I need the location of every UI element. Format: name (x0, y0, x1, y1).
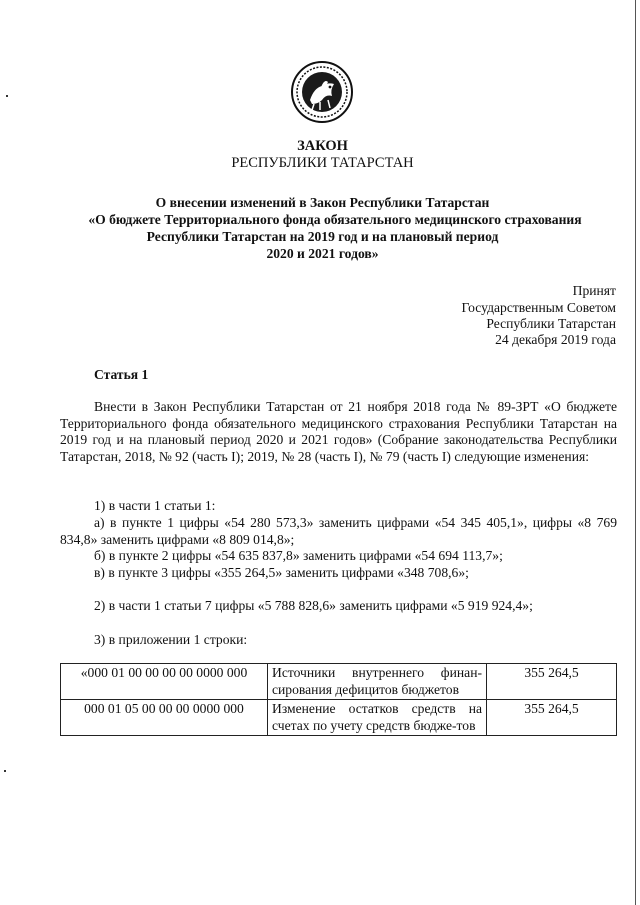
row-code: «000 01 00 00 00 00 0000 000 (61, 664, 268, 700)
article-intro-paragraph: Внести в Закон Республики Татарстан от 21 ноября 2018 года № 89-ЗРТ «О бюджете Территориального фонда обязательного медицинского страхования Республики Татарстан на 2019 год и на плановый период 2020 и 2021 годов» (Собрание законодательства Республики Татарстан, 2018, № 92 (часть I); 2019, № 28 (часть I), № 79 (часть I) следующие изменения: (60, 399, 617, 464)
row-code: 000 01 05 00 00 00 0000 000 (61, 700, 268, 736)
item-1a: а) в пункте 1 цифры «54 280 573,3» заменить цифрами «54 345 405,1», цифры «8 769 834,8» заменить цифрами «8 809 014,8»; (60, 515, 617, 547)
row-name: Источники внутреннего финан-сирования дефицитов бюджетов (268, 664, 487, 700)
adoption-line-1: Принят (572, 283, 616, 298)
row-name: Изменение остатков средств на счетах по учету средств бюдже-тов (268, 700, 487, 736)
item-1c: в) в пункте 3 цифры «355 264,5» заменить цифрами «348 708,6»; (94, 565, 469, 580)
doc-type-heading: ЗАКОН (297, 138, 348, 154)
coat-of-arms-emblem (290, 60, 354, 124)
title-line-4: 2020 и 2021 годов» (266, 246, 379, 261)
budget-rows-table (60, 663, 617, 736)
table-row (61, 664, 617, 700)
article-heading: Статья 1 (94, 367, 149, 382)
row-amount: 355 264,5 (487, 700, 617, 736)
scan-edge-line (635, 0, 636, 905)
issuer-heading: РЕСПУБЛИКИ ТАТАРСТАН (231, 155, 414, 171)
scan-speck (6, 95, 8, 97)
row-amount: 355 264,5 (487, 664, 617, 700)
title-line-3: Республики Татарстан на 2019 год и на плановый период (146, 229, 499, 244)
title-line-2: «О бюджете Территориального фонда обязательного медицинского страхования (88, 212, 582, 227)
title-line-1: О внесении изменений в Закон Республики Татарстан (155, 195, 490, 210)
adoption-line-3: Республики Татарстан (486, 316, 616, 331)
item-2: 2) в части 1 статьи 7 цифры «5 788 828,6» заменить цифрами «5 919 924,4»; (94, 598, 533, 613)
adoption-line-2: Государственным Советом (461, 300, 616, 315)
item-1b: б) в пункте 2 цифры «54 635 837,8» заменить цифрами «54 694 113,7»; (94, 548, 503, 563)
item-3: 3) в приложении 1 строки: (94, 632, 248, 647)
adoption-date: 24 декабря 2019 года (495, 332, 616, 347)
item-1-heading: 1) в части 1 статьи 1: (94, 498, 216, 513)
table-row (61, 700, 617, 736)
scan-speck (4, 770, 6, 772)
